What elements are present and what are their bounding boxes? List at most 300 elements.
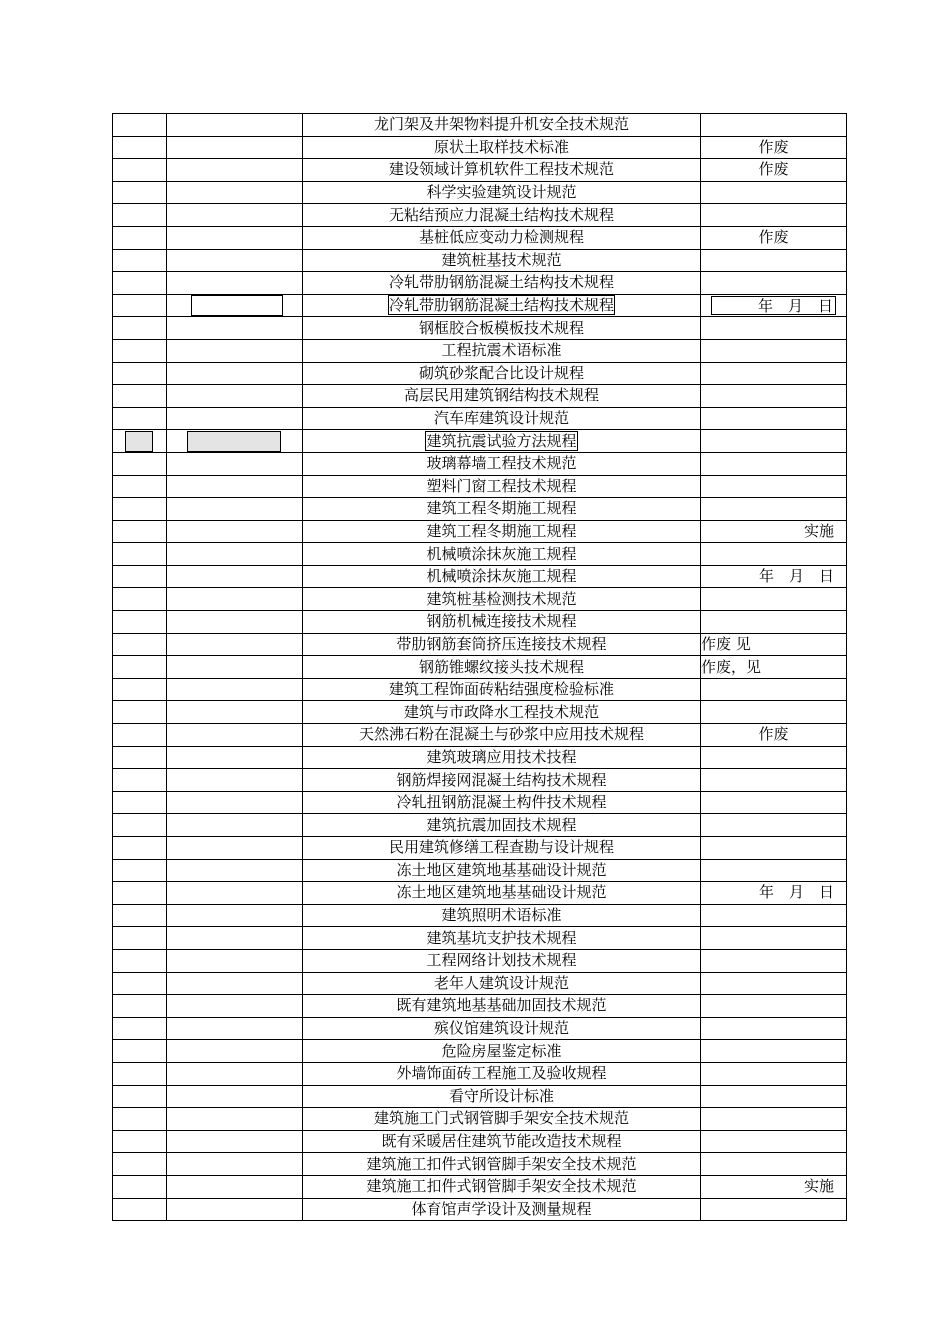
table-row bbox=[113, 791, 847, 814]
cell-standard-name bbox=[303, 859, 701, 882]
cell-index bbox=[113, 904, 167, 927]
cell-index bbox=[113, 678, 167, 701]
standard-name-text: 钢筋焊接网混凝土结构技术规程 bbox=[396, 770, 607, 789]
cell-standard-name bbox=[303, 159, 701, 182]
standard-name-text: 机械喷涂抹灰施工规程 bbox=[426, 567, 577, 586]
standards-table-body bbox=[113, 114, 847, 1221]
cell-index bbox=[113, 972, 167, 995]
table-row bbox=[113, 249, 847, 272]
cell-note bbox=[701, 949, 847, 972]
standard-name-text: 建筑施工扣件式钢管脚手架安全技术规范 bbox=[366, 1177, 637, 1196]
cell-code bbox=[167, 1062, 303, 1085]
date-box: 年 月 日 bbox=[711, 296, 836, 316]
standard-name-text: 冷轧带肋钢筋混凝土结构技术规程 bbox=[388, 296, 614, 315]
cell-code bbox=[167, 904, 303, 927]
table-row bbox=[113, 678, 847, 701]
table-row bbox=[113, 882, 847, 905]
cell-standard-name bbox=[303, 724, 701, 747]
table-row bbox=[113, 520, 847, 543]
cell-standard-name bbox=[303, 385, 701, 408]
standard-name-text: 民用建筑修缮工程查勘与设计规程 bbox=[388, 838, 614, 857]
cell-note bbox=[701, 204, 847, 227]
cell-code bbox=[167, 633, 303, 656]
table-row bbox=[113, 430, 847, 453]
cell-note bbox=[701, 407, 847, 430]
cell-standard-name bbox=[303, 430, 701, 453]
cell-standard-name bbox=[303, 1017, 701, 1040]
standard-name-text: 工程网络计划技术规程 bbox=[426, 951, 577, 970]
standard-name-text: 危险房屋鉴定标准 bbox=[441, 1041, 562, 1060]
cell-code bbox=[167, 724, 303, 747]
table-row bbox=[113, 1175, 847, 1198]
cell-note bbox=[701, 565, 847, 588]
cell-standard-name bbox=[303, 204, 701, 227]
table-row bbox=[113, 859, 847, 882]
standard-name-text: 无粘结预应力混凝土结构技术规程 bbox=[388, 205, 614, 224]
table-row bbox=[113, 1040, 847, 1063]
standard-name-text: 塑料门窗工程技术规程 bbox=[426, 476, 577, 495]
cell-note bbox=[701, 1130, 847, 1153]
cell-index bbox=[113, 701, 167, 724]
cell-index bbox=[113, 204, 167, 227]
table-row bbox=[113, 159, 847, 182]
cell-index bbox=[113, 724, 167, 747]
standard-name-text: 冷轧扭钢筋混凝土构件技术规程 bbox=[396, 793, 607, 812]
table-row bbox=[113, 656, 847, 679]
cell-index bbox=[113, 430, 167, 453]
cell-standard-name bbox=[303, 1130, 701, 1153]
cell-code bbox=[167, 769, 303, 792]
cell-note bbox=[701, 837, 847, 860]
cell-note bbox=[701, 859, 847, 882]
cell-note bbox=[701, 181, 847, 204]
cell-standard-name bbox=[303, 972, 701, 995]
cell-standard-name bbox=[303, 249, 701, 272]
cell-standard-name bbox=[303, 1062, 701, 1085]
cell-note bbox=[701, 904, 847, 927]
table-row bbox=[113, 724, 847, 747]
cell-code bbox=[167, 181, 303, 204]
cell-note bbox=[701, 475, 847, 498]
grey-field-box bbox=[187, 431, 281, 452]
table-row bbox=[113, 452, 847, 475]
cell-index bbox=[113, 769, 167, 792]
standard-name-text: 钢筋机械连接技术规程 bbox=[426, 612, 577, 631]
cell-code bbox=[167, 272, 303, 295]
cell-code bbox=[167, 678, 303, 701]
standard-name-text: 机械喷涂抹灰施工规程 bbox=[426, 544, 577, 563]
grey-field-box bbox=[125, 431, 153, 452]
cell-standard-name bbox=[303, 181, 701, 204]
standard-name-text: 建筑抗震加固技术规程 bbox=[426, 815, 577, 834]
cell-standard-name bbox=[303, 1085, 701, 1108]
empty-field-box bbox=[191, 295, 283, 316]
cell-standard-name bbox=[303, 498, 701, 521]
cell-note bbox=[701, 114, 847, 137]
cell-index bbox=[113, 882, 167, 905]
cell-note bbox=[701, 927, 847, 950]
cell-index bbox=[113, 814, 167, 837]
cell-note bbox=[701, 995, 847, 1018]
table-row bbox=[113, 339, 847, 362]
cell-code bbox=[167, 746, 303, 769]
cell-code bbox=[167, 385, 303, 408]
cell-index bbox=[113, 407, 167, 430]
table-row bbox=[113, 294, 847, 317]
table-row bbox=[113, 181, 847, 204]
cell-note bbox=[701, 136, 847, 159]
cell-standard-name bbox=[303, 678, 701, 701]
cell-index bbox=[113, 498, 167, 521]
cell-standard-name bbox=[303, 226, 701, 249]
cell-standard-name bbox=[303, 114, 701, 137]
table-row bbox=[113, 543, 847, 566]
cell-standard-name bbox=[303, 1153, 701, 1176]
cell-standard-name bbox=[303, 656, 701, 679]
cell-note bbox=[701, 498, 847, 521]
standards-table bbox=[112, 113, 847, 1221]
table-row bbox=[113, 1108, 847, 1131]
cell-standard-name bbox=[303, 362, 701, 385]
cell-index bbox=[113, 656, 167, 679]
standard-name-text: 建筑工程冬期施工规程 bbox=[426, 521, 577, 540]
table-row bbox=[113, 814, 847, 837]
cell-standard-name bbox=[303, 339, 701, 362]
cell-note bbox=[701, 520, 847, 543]
standard-name-text: 带肋钢筋套筒挤压连接技术规程 bbox=[396, 634, 607, 653]
cell-standard-name bbox=[303, 520, 701, 543]
cell-code bbox=[167, 588, 303, 611]
cell-note bbox=[701, 249, 847, 272]
cell-note bbox=[701, 611, 847, 634]
note-text: 作废 bbox=[758, 160, 789, 179]
cell-note bbox=[701, 1062, 847, 1085]
cell-standard-name bbox=[303, 927, 701, 950]
table-row bbox=[113, 565, 847, 588]
cell-standard-name bbox=[303, 949, 701, 972]
table-row bbox=[113, 1198, 847, 1221]
cell-index bbox=[113, 520, 167, 543]
cell-standard-name bbox=[303, 475, 701, 498]
table-row bbox=[113, 272, 847, 295]
note-text: 作废 bbox=[758, 725, 789, 744]
standard-name-text: 冻土地区建筑地基基础设计规范 bbox=[396, 883, 607, 902]
cell-index bbox=[113, 159, 167, 182]
cell-index bbox=[113, 272, 167, 295]
cell-code bbox=[167, 1108, 303, 1131]
table-row bbox=[113, 498, 847, 521]
standard-name-text: 冷轧带肋钢筋混凝土结构技术规程 bbox=[388, 273, 614, 292]
cell-code bbox=[167, 1040, 303, 1063]
cell-index bbox=[113, 317, 167, 340]
standard-name-text: 殡仪馆建筑设计规范 bbox=[433, 1019, 569, 1038]
standard-name-text: 建筑玻璃应用技术技程 bbox=[426, 747, 577, 766]
cell-index bbox=[113, 226, 167, 249]
cell-code bbox=[167, 859, 303, 882]
table-row bbox=[113, 588, 847, 611]
cell-note bbox=[701, 588, 847, 611]
cell-index bbox=[113, 1108, 167, 1131]
cell-code bbox=[167, 226, 303, 249]
table-row bbox=[113, 995, 847, 1018]
cell-index bbox=[113, 1130, 167, 1153]
table-row bbox=[113, 633, 847, 656]
standard-name-text: 外墙饰面砖工程施工及验收规程 bbox=[396, 1064, 607, 1083]
cell-note bbox=[701, 159, 847, 182]
cell-note bbox=[701, 1198, 847, 1221]
standard-name-text: 玻璃幕墙工程技术规范 bbox=[426, 454, 577, 473]
cell-code bbox=[167, 701, 303, 724]
cell-index bbox=[113, 1017, 167, 1040]
cell-code bbox=[167, 1153, 303, 1176]
table-row bbox=[113, 114, 847, 137]
standard-name-text: 龙门架及井架物料提升机安全技术规范 bbox=[373, 115, 629, 134]
table-row bbox=[113, 746, 847, 769]
cell-code bbox=[167, 882, 303, 905]
cell-code bbox=[167, 159, 303, 182]
cell-index bbox=[113, 136, 167, 159]
cell-note bbox=[701, 1040, 847, 1063]
standard-name-text: 老年人建筑设计规范 bbox=[433, 973, 569, 992]
cell-note bbox=[701, 701, 847, 724]
cell-code bbox=[167, 430, 303, 453]
cell-code bbox=[167, 1175, 303, 1198]
standard-name-text: 体育馆声学设计及测量规程 bbox=[411, 1199, 592, 1218]
cell-standard-name bbox=[303, 565, 701, 588]
table-row bbox=[113, 972, 847, 995]
cell-standard-name bbox=[303, 317, 701, 340]
cell-index bbox=[113, 633, 167, 656]
standard-name-text: 建筑照明术语标准 bbox=[441, 906, 562, 925]
cell-index bbox=[113, 1153, 167, 1176]
cell-note bbox=[701, 656, 847, 679]
cell-standard-name bbox=[303, 1175, 701, 1198]
standard-name-text: 基桩低应变动力检测规程 bbox=[418, 228, 584, 247]
cell-index bbox=[113, 362, 167, 385]
cell-code bbox=[167, 995, 303, 1018]
cell-note bbox=[701, 814, 847, 837]
note-text: 作废 bbox=[758, 228, 789, 247]
cell-note bbox=[701, 1108, 847, 1131]
cell-note bbox=[701, 317, 847, 340]
cell-index bbox=[113, 294, 167, 317]
standard-name-text: 天然沸石粉在混凝土与砂浆中应用技术规程 bbox=[358, 725, 644, 744]
table-row bbox=[113, 407, 847, 430]
cell-standard-name bbox=[303, 633, 701, 656]
cell-note bbox=[701, 1153, 847, 1176]
cell-note bbox=[701, 362, 847, 385]
note-text: 年 月 日 bbox=[758, 567, 834, 586]
table-row bbox=[113, 226, 847, 249]
cell-standard-name bbox=[303, 904, 701, 927]
standard-name-text: 钢框胶合板模板技术规程 bbox=[418, 318, 584, 337]
cell-code bbox=[167, 294, 303, 317]
cell-standard-name bbox=[303, 543, 701, 566]
note-text: 作废 bbox=[758, 137, 789, 156]
cell-code bbox=[167, 543, 303, 566]
cell-index bbox=[113, 588, 167, 611]
cell-code bbox=[167, 791, 303, 814]
standard-name-text: 建筑施工扣件式钢管脚手架安全技术规范 bbox=[366, 1154, 637, 1173]
cell-index bbox=[113, 859, 167, 882]
cell-index bbox=[113, 565, 167, 588]
cell-note bbox=[701, 1175, 847, 1198]
cell-standard-name bbox=[303, 995, 701, 1018]
cell-code bbox=[167, 362, 303, 385]
cell-code bbox=[167, 498, 303, 521]
cell-code bbox=[167, 927, 303, 950]
standard-name-text: 砌筑砂浆配合比设计规程 bbox=[418, 363, 584, 382]
cell-index bbox=[113, 249, 167, 272]
cell-note bbox=[701, 226, 847, 249]
cell-standard-name bbox=[303, 136, 701, 159]
cell-standard-name bbox=[303, 1198, 701, 1221]
cell-note bbox=[701, 724, 847, 747]
cell-note bbox=[701, 385, 847, 408]
cell-note bbox=[701, 339, 847, 362]
standard-name-text: 科学实验建筑设计规范 bbox=[426, 183, 577, 202]
cell-note bbox=[701, 543, 847, 566]
cell-standard-name bbox=[303, 769, 701, 792]
table-row bbox=[113, 904, 847, 927]
cell-standard-name bbox=[303, 588, 701, 611]
cell-index bbox=[113, 995, 167, 1018]
cell-note bbox=[701, 452, 847, 475]
cell-code bbox=[167, 339, 303, 362]
cell-index bbox=[113, 837, 167, 860]
cell-standard-name bbox=[303, 814, 701, 837]
cell-index bbox=[113, 181, 167, 204]
cell-index bbox=[113, 114, 167, 137]
cell-standard-name bbox=[303, 407, 701, 430]
cell-note bbox=[701, 972, 847, 995]
cell-code bbox=[167, 475, 303, 498]
standard-name-text: 看守所设计标准 bbox=[448, 1086, 554, 1105]
cell-code bbox=[167, 452, 303, 475]
cell-standard-name bbox=[303, 272, 701, 295]
table-row bbox=[113, 204, 847, 227]
cell-note bbox=[701, 272, 847, 295]
standard-name-text: 建筑桩基检测技术规范 bbox=[426, 589, 577, 608]
cell-note bbox=[701, 769, 847, 792]
cell-standard-name bbox=[303, 837, 701, 860]
note-text: 作废，见 bbox=[701, 657, 762, 676]
cell-code bbox=[167, 656, 303, 679]
standard-name-text: 既有建筑地基基础加固技术规范 bbox=[396, 996, 607, 1015]
table-row bbox=[113, 1085, 847, 1108]
table-row bbox=[113, 1017, 847, 1040]
cell-code bbox=[167, 949, 303, 972]
cell-code bbox=[167, 407, 303, 430]
cell-standard-name bbox=[303, 452, 701, 475]
cell-code bbox=[167, 1085, 303, 1108]
cell-standard-name bbox=[303, 611, 701, 634]
note-text: 实施 bbox=[803, 1177, 834, 1196]
standard-name-text: 建筑施工门式钢管脚手架安全技术规范 bbox=[373, 1109, 629, 1128]
cell-index bbox=[113, 927, 167, 950]
standard-name-text: 建筑工程饰面砖粘结强度检验标准 bbox=[388, 680, 614, 699]
cell-code bbox=[167, 814, 303, 837]
standard-name-text: 建筑工程冬期施工规程 bbox=[426, 499, 577, 518]
cell-note bbox=[701, 1017, 847, 1040]
cell-standard-name bbox=[303, 1108, 701, 1131]
cell-index bbox=[113, 1175, 167, 1198]
cell-index bbox=[113, 1040, 167, 1063]
cell-note bbox=[701, 294, 847, 317]
table-row bbox=[113, 317, 847, 340]
cell-note bbox=[701, 430, 847, 453]
standard-name-text: 建筑与市政降水工程技术规范 bbox=[403, 702, 599, 721]
standard-name-text: 工程抗震术语标准 bbox=[441, 341, 562, 360]
cell-index bbox=[113, 1062, 167, 1085]
cell-code bbox=[167, 520, 303, 543]
cell-standard-name bbox=[303, 1040, 701, 1063]
cell-index bbox=[113, 475, 167, 498]
table-row bbox=[113, 1153, 847, 1176]
table-row bbox=[113, 837, 847, 860]
cell-code bbox=[167, 1130, 303, 1153]
cell-code bbox=[167, 1017, 303, 1040]
table-row bbox=[113, 769, 847, 792]
note-text: 作废 见 bbox=[701, 634, 751, 653]
table-row bbox=[113, 385, 847, 408]
cell-note bbox=[701, 1085, 847, 1108]
cell-index bbox=[113, 452, 167, 475]
cell-note bbox=[701, 633, 847, 656]
cell-code bbox=[167, 136, 303, 159]
standard-name-text: 钢筋锥螺纹接头技术规程 bbox=[418, 657, 584, 676]
cell-index bbox=[113, 339, 167, 362]
standard-name-text: 建筑桩基技术规范 bbox=[441, 250, 562, 269]
cell-code bbox=[167, 565, 303, 588]
cell-index bbox=[113, 791, 167, 814]
cell-standard-name bbox=[303, 882, 701, 905]
cell-standard-name bbox=[303, 294, 701, 317]
cell-code bbox=[167, 1198, 303, 1221]
cell-index bbox=[113, 385, 167, 408]
cell-code bbox=[167, 114, 303, 137]
cell-standard-name bbox=[303, 701, 701, 724]
standard-name-text: 建设领域计算机软件工程技术规范 bbox=[388, 160, 614, 179]
table-row bbox=[113, 362, 847, 385]
table-row bbox=[113, 927, 847, 950]
cell-note bbox=[701, 791, 847, 814]
table-row bbox=[113, 949, 847, 972]
table-row bbox=[113, 1062, 847, 1085]
cell-code bbox=[167, 317, 303, 340]
cell-index bbox=[113, 949, 167, 972]
standard-name-text: 原状土取样技术标准 bbox=[433, 137, 569, 156]
table-row bbox=[113, 136, 847, 159]
table-row bbox=[113, 701, 847, 724]
cell-code bbox=[167, 972, 303, 995]
cell-note bbox=[701, 746, 847, 769]
cell-code bbox=[167, 837, 303, 860]
standard-name-text: 汽车库建筑设计规范 bbox=[433, 409, 569, 428]
table-row bbox=[113, 611, 847, 634]
cell-index bbox=[113, 746, 167, 769]
cell-code bbox=[167, 204, 303, 227]
cell-index bbox=[113, 611, 167, 634]
standard-name-text: 建筑基坑支护技术规程 bbox=[426, 928, 577, 947]
standard-name-text: 高层民用建筑钢结构技术规程 bbox=[403, 386, 599, 405]
note-text: 年 月 日 bbox=[758, 883, 834, 902]
table-row bbox=[113, 1130, 847, 1153]
note-text: 实施 bbox=[803, 521, 834, 540]
cell-standard-name bbox=[303, 791, 701, 814]
cell-index bbox=[113, 1085, 167, 1108]
cell-code bbox=[167, 611, 303, 634]
